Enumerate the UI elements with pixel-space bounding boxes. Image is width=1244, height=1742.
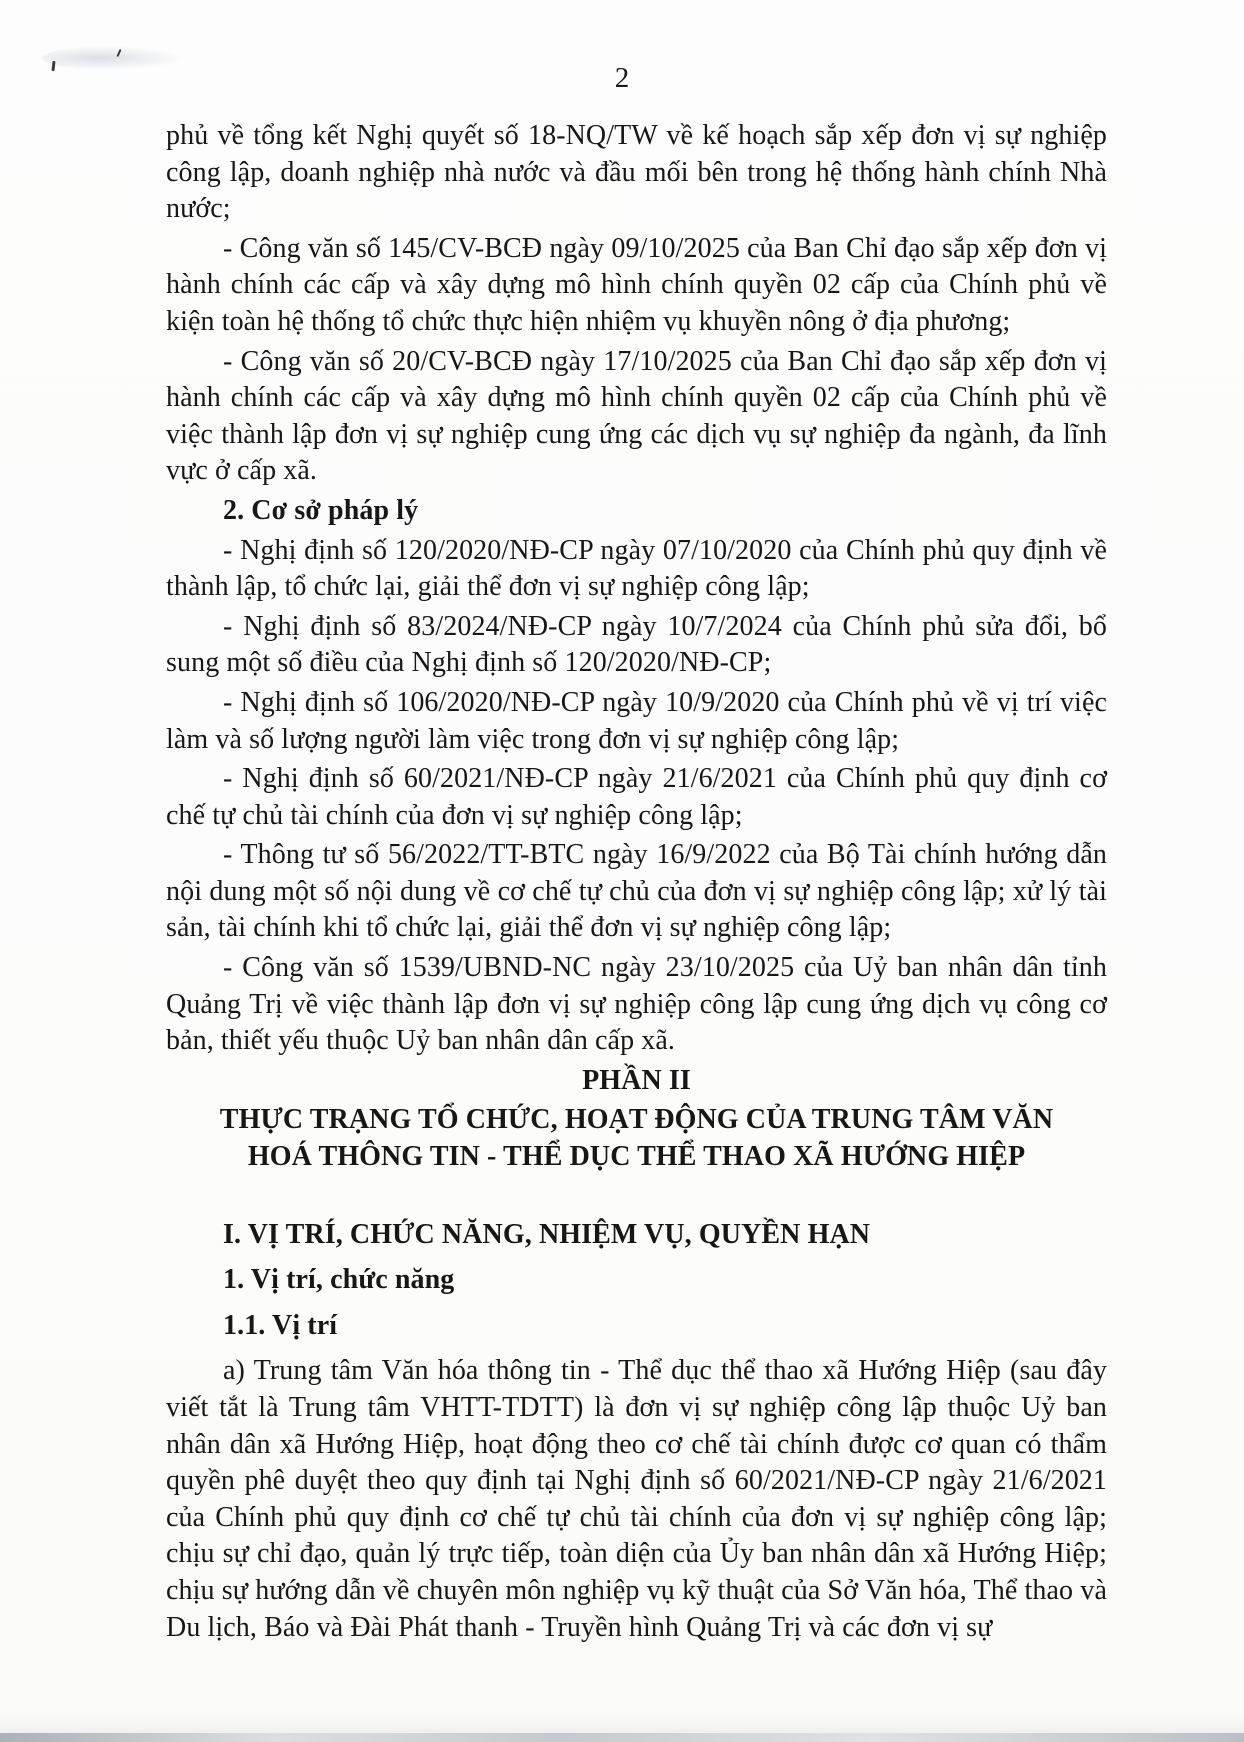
heading-part-2-title (166, 1102, 1107, 1175)
paragraph-intro-continuation: phủ về tổng kết Nghị quyết số 18-NQ/TW về kế hoạch sắp xếp đơn vị sự nghiệp công lập, doanh nghiệp nhà nước và đầu mối bên trong hệ thống hành chính Nhà nước; (166, 120, 1107, 225)
heading-part-2-title-line-1: THỰC TRẠNG TỔ CHỨC, HOẠT ĐỘNG CỦA TRUNG TÂM VĂN (219, 1104, 1054, 1136)
heading-part-2-title-line-2: HOÁ THÔNG TIN - THỂ DỤC THỂ THAO XÃ HƯỚNG HIỆP (247, 1141, 1026, 1173)
heading-section-i-vi-tri-chuc-nang: I. VỊ TRÍ, CHỨC NĂNG, NHIỆM VỤ, QUYỀN HẠN (223, 1218, 871, 1250)
legal-item-nghi-dinh-106: - Nghị định số 106/2020/NĐ-CP ngày 10/9/2020 của Chính phủ về vị trí việc làm và số lượng người làm việc trong đơn vị sự nghiệp công lập; (166, 686, 1107, 755)
legal-item-cong-van-1539: - Công văn số 1539/UBND-NC ngày 23/10/2025 của Uỷ ban nhân dân tỉnh Quảng Trị về việc thành lập đơn vị sự nghiệp công lập cung ứng dịch vụ công cơ bản, thiết yếu thuộc Uỷ ban nhân dân cấp xã. (166, 952, 1107, 1057)
scan-bottom-edge (0, 1733, 1244, 1742)
heading-co-so-phap-ly: 2. Cơ sở pháp lý (223, 494, 419, 526)
page-number: 2 (614, 62, 630, 94)
heading-part-2-label: PHẦN II (582, 1064, 691, 1096)
scan-speck (116, 49, 121, 57)
heading-1-vi-tri-chuc-nang: 1. Vị trí, chức năng (223, 1264, 455, 1296)
document-body (166, 118, 1107, 1649)
scan-bottom-haze (0, 1715, 1244, 1733)
paragraph-a-trung-tam: a) Trung tâm Văn hóa thông tin - Thể dục thể thao xã Hướng Hiệp (sau đây viết tắt là Trung tâm VHTT-TDTT) là đơn vị sự nghiệp công lập thuộc Uỷ ban nhân dân xã Hướng Hiệp, hoạt động theo cơ chế tài chính được cơ quan có thẩm quyền phê duyệt theo quy định tại Nghị định số 60/2021/NĐ-CP ngày 21/6/2021 của Chính phủ quy định cơ chế tự chủ tài chính của đơn vị sự nghiệp công lập; chịu sự chỉ đạo, quản lý trực tiếp, toàn diện của Ủy ban nhân dân xã Hướng Hiệp; chịu sự hướng dẫn về chuyên môn nghiệp vụ kỹ thuật của Sở Văn hóa, Thể thao và Du lịch, Báo và Đài Phát thanh - Truyền hình Quảng Trị và các đơn vị sự (166, 1355, 1107, 1643)
legal-item-nghi-dinh-83: - Nghị định số 83/2024/NĐ-CP ngày 10/7/2024 của Chính phủ sửa đổi, bổ sung một số điều của Nghị định số 120/2020/NĐ-CP; (166, 610, 1107, 679)
heading-1-1-vi-tri: 1.1. Vị trí (223, 1309, 338, 1341)
legal-item-nghi-dinh-60: - Nghị định số 60/2021/NĐ-CP ngày 21/6/2021 của Chính phủ quy định cơ chế tự chủ tài chính của đơn vị sự nghiệp công lập; (166, 763, 1107, 831)
legal-item-thong-tu-56: - Thông tư số 56/2022/TT-BTC ngày 16/9/2022 của Bộ Tài chính hướng dẫn nội dung một số nội dung về cơ chế tự chủ của đơn vị sự nghiệp công lập; xử lý tài sản, tài chính khi tổ chức lại, giải thể đơn vị sự nghiệp công lập; (166, 839, 1107, 944)
paragraph-cong-van-145: - Công văn số 145/CV-BCĐ ngày 09/10/2025 của Ban Chỉ đạo sắp xếp đơn vị hành chính các cấp và xây dựng mô hình chính quyền 02 cấp của Chính phủ về kiện toàn hệ thống tổ chức thực hiện nhiệm vụ khuyền nông ở địa phương; (166, 232, 1107, 337)
legal-item-nghi-dinh-120: - Nghị định số 120/2020/NĐ-CP ngày 07/10/2020 của Chính phủ quy định về thành lập, tổ chức lại, giải thể đơn vị sự nghiệp công lập; (166, 534, 1107, 603)
paragraph-cong-van-20: - Công văn số 20/CV-BCĐ ngày 17/10/2025 của Ban Chỉ đạo sắp xếp đơn vị hành chính các cấp và xây dựng mô hình chính quyền 02 cấp của Chính phủ về việc thành lập đơn vị sự nghiệp cung ứng các dịch vụ sự nghiệp đa ngành, đa lĩnh vực ở cấp xã. (166, 345, 1107, 487)
